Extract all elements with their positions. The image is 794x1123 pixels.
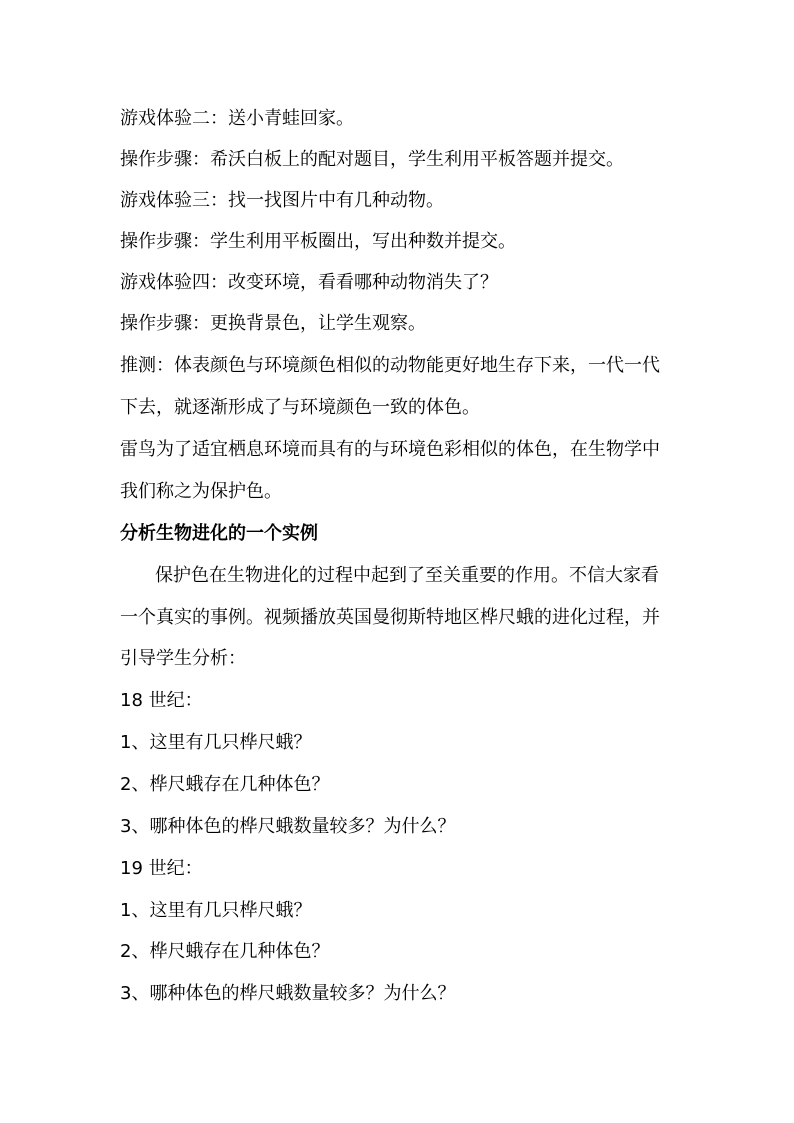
operation-step-2: 操作步骤：学生利用平板圈出，写出种数并提交。 [120,231,516,252]
operation-step-3: 操作步骤：更换背景色，让学生观察。 [120,313,426,334]
section-heading: 分析生物进化的一个实例 [120,523,318,544]
century-19-question-1: 1、这里有几只桦尺蛾？ [120,900,312,921]
paragraph-line-3: 引导学生分析： [120,648,246,669]
century-19-question-2: 2、桦尺蛾存在几种体色？ [120,941,330,962]
game-experience-3: 游戏体验三：找一找图片中有几种动物。 [120,190,444,211]
paragraph-line-2: 一个真实的事例。视频播放英国曼彻斯特地区桦尺蛾的进化过程，并 [120,607,660,628]
century-19-question-3: 3、哪种体色的桦尺蛾数量较多？为什么？ [120,983,456,1004]
operation-step-1: 操作步骤：希沃白板上的配对题目，学生利用平板答题并提交。 [120,149,624,170]
ptarmigan-line-1: 雷鸟为了适宜栖息环境而具有的与环境色彩相似的体色，在生物学中 [120,439,660,460]
ptarmigan-line-2: 我们称之为保护色。 [120,481,282,502]
century-18-question-1: 1、这里有几只桦尺蛾？ [120,732,312,753]
game-experience-4: 游戏体验四：改变环境，看看哪种动物消失了？ [120,272,498,293]
century-19-label: 19 世纪： [120,858,203,879]
century-18-question-2: 2、桦尺蛾存在几种体色？ [120,774,330,795]
century-18-label: 18 世纪： [120,690,203,711]
paragraph-line-1: 保护色在生物进化的过程中起到了至关重要的作用。不信大家看 [155,565,659,586]
century-18-question-3: 3、哪种体色的桦尺蛾数量较多？为什么？ [120,816,456,837]
inference-line-1: 推测：体表颜色与环境颜色相似的动物能更好地生存下来，一代一代 [120,355,660,376]
game-experience-2: 游戏体验二：送小青蛙回家。 [120,108,354,129]
inference-line-2: 下去，就逐渐形成了与环境颜色一致的体色。 [120,397,480,418]
